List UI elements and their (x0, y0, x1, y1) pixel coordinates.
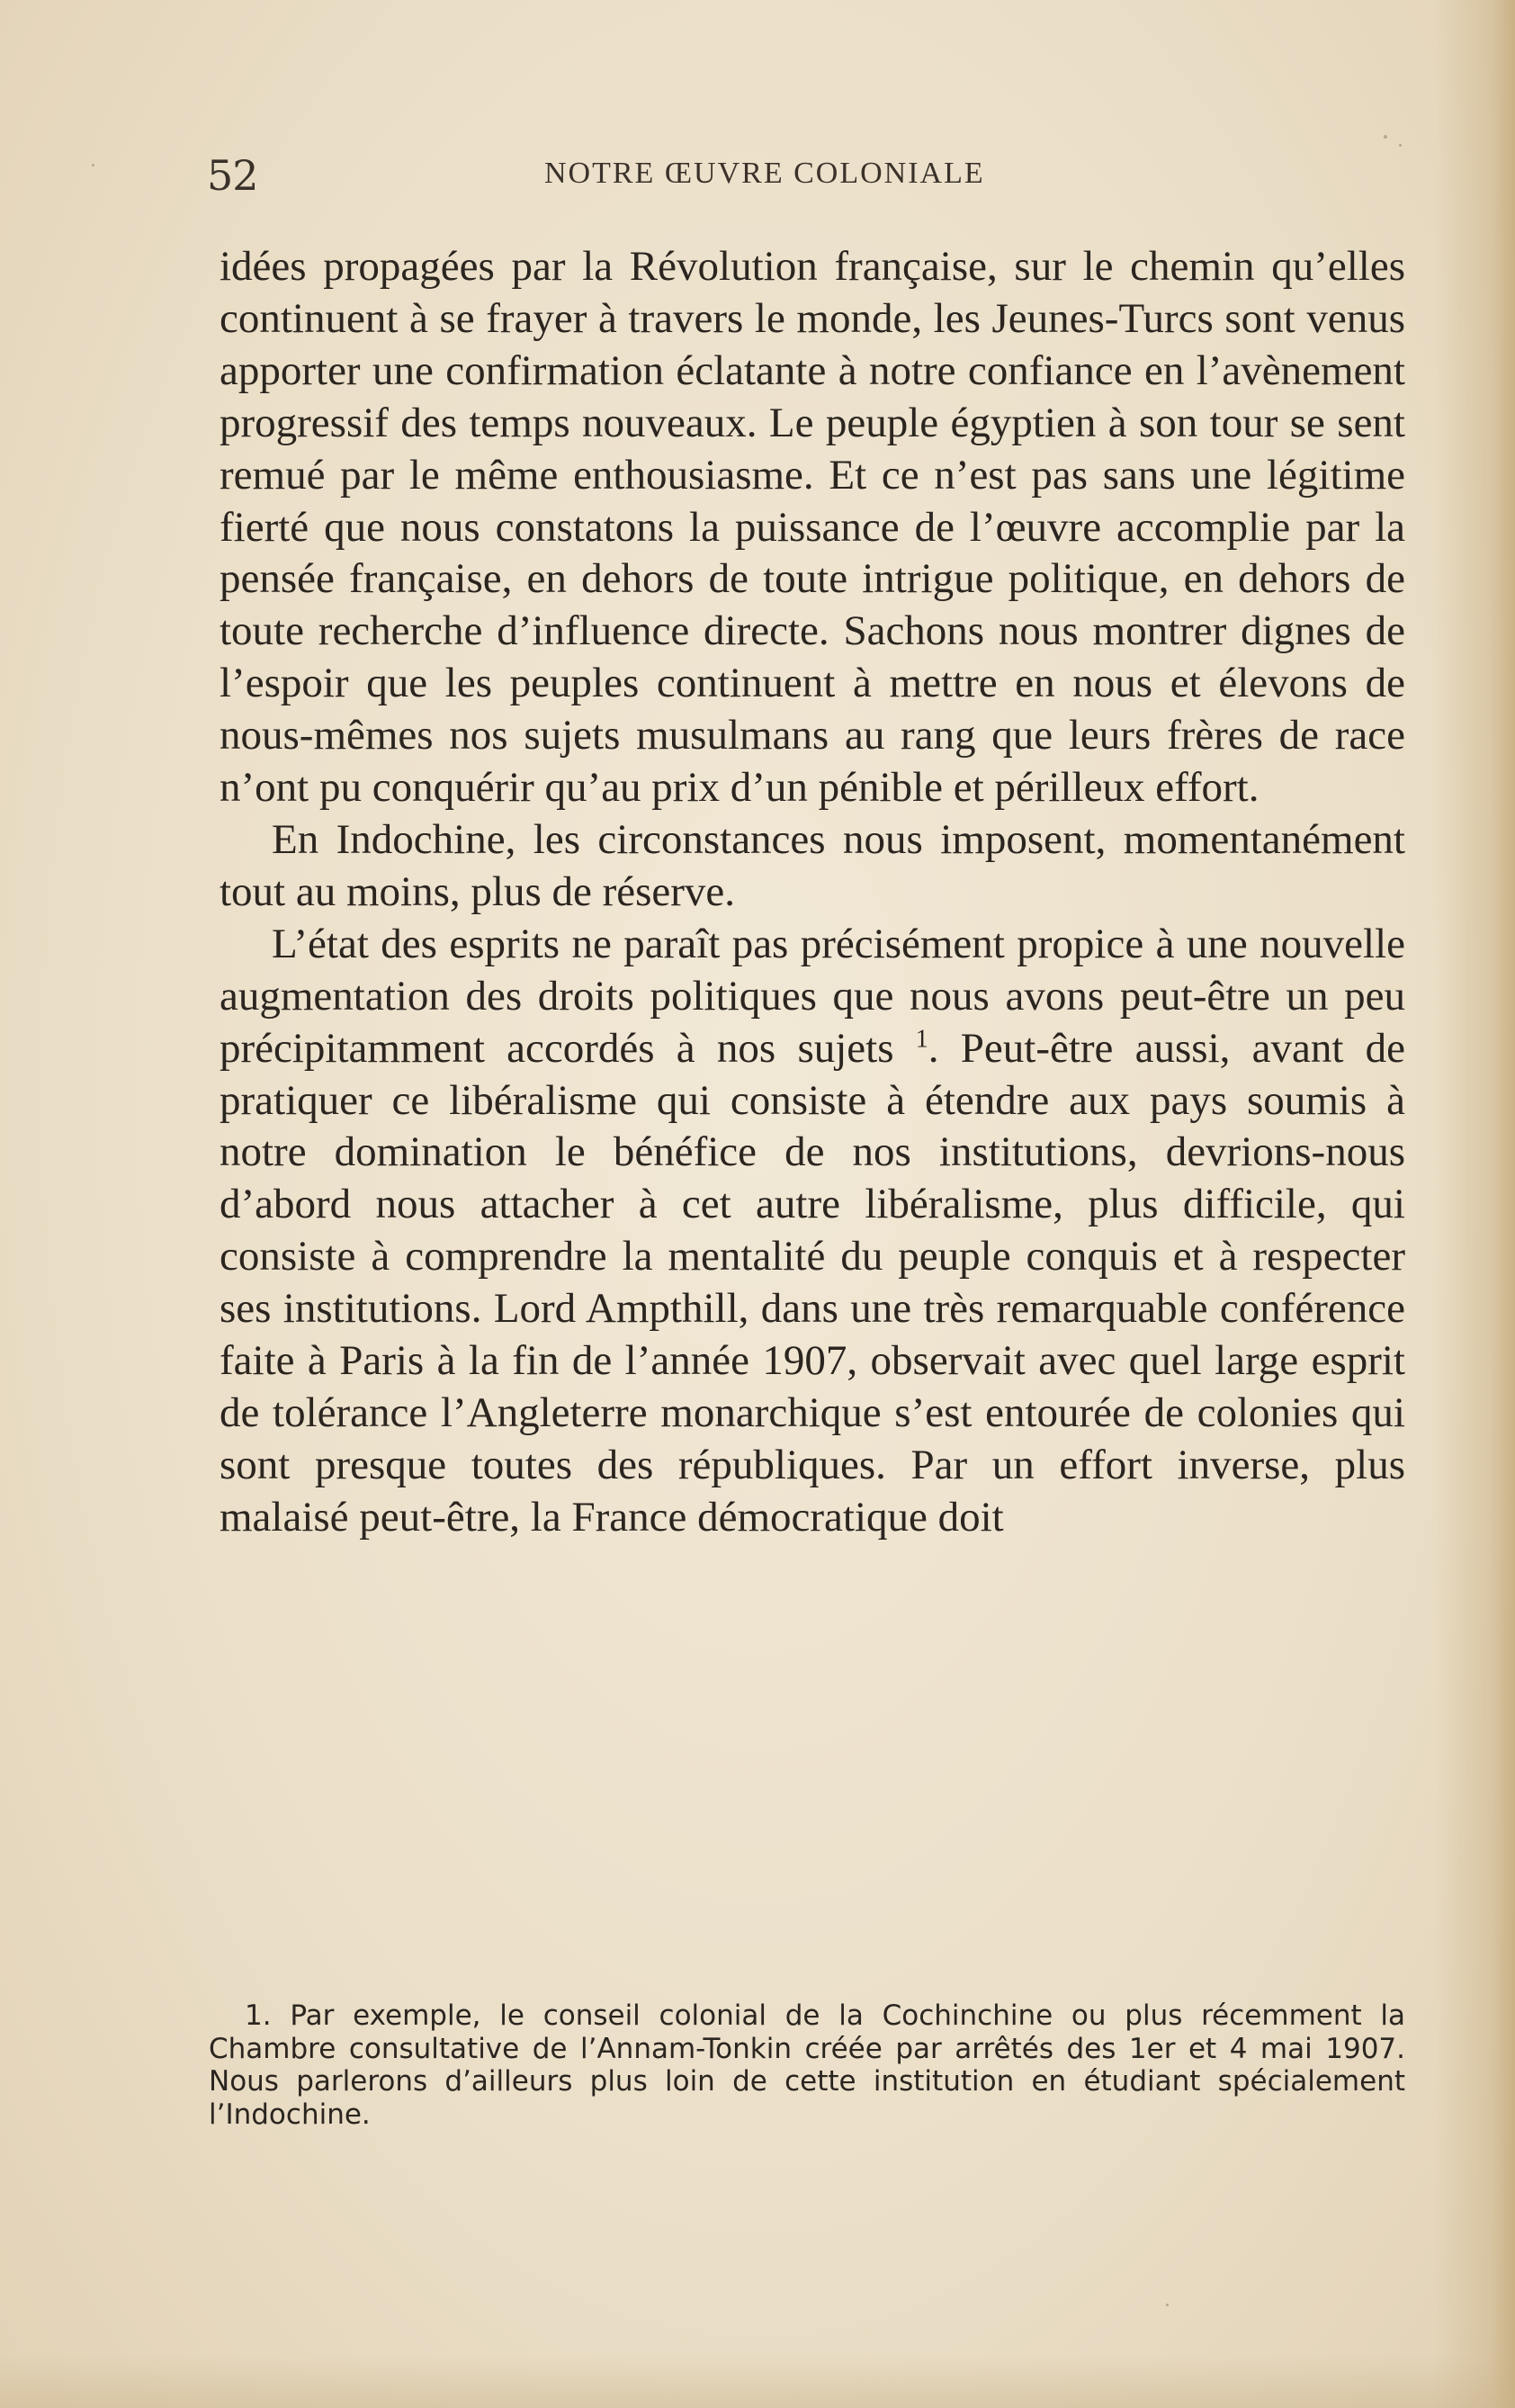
paragraph: idées propagées par la Révolution française, sur le chemin qu’elles continuent à se frayer à travers le monde, les Jeunes-Turcs sont venus apporter une confirmation éclatante à notre confiance en l’avènement progressif des temps nouveaux. Le peuple égyptien à son tour se sent remué par le même enthousiasme. Et ce n’est pas sans une légitime fierté que nous constatons la puissance de l’œuvre accomplie par la pensée française, en dehors de toute intrigue politique, en dehors de toute recherche d’influence directe. Sachons nous montrer dignes de l’espoir que les peuples continuent à mettre en nous et élevons de nous-mêmes nos sujets musulmans au rang que leurs frères de race n’ont pu conquérir qu’au prix d’un pénible et périlleux effort. (220, 243, 1405, 812)
paragraph (220, 919, 1405, 1544)
paper-speck (1399, 144, 1402, 147)
running-title: NOTRE ŒUVRE COLONIALE (544, 157, 985, 190)
paragraph: En Indochine, les circonstances nous imposent, momentanément tout au moins, plus de réserve. (220, 815, 1405, 915)
paper-speck (92, 164, 94, 166)
footnote (209, 1999, 1405, 2131)
paper-speck (1384, 135, 1387, 139)
paper-speck (1166, 2304, 1169, 2306)
page-bottom-shadow (0, 2354, 1515, 2408)
page-number: 52 (207, 151, 258, 200)
footnote-text: 1. Par exemple, le conseil colonial de la Cochinchine ou plus récemment la Chambre consultative de l’Annam-Tonkin créée par arrêtés des 1er et 4 mai 1907. Nous parlerons d’ailleurs plus loin de cette institution en étudiant spécialement l’Indochine. (209, 1999, 1405, 2131)
footnote-reference: 1 (915, 1024, 928, 1053)
running-head (207, 151, 1403, 205)
paragraph-text: . Peut-être aussi, avant de pratiquer ce libéralisme qui consiste à étendre aux pays soumis à notre domination le bénéfice de nos institutions, devrions-nous d’abord nous attacher à cet autre libéralisme, plus difficile, qui consiste à comprendre la mentalité du peuple conquis et à respecter ses institutions. Lord Ampthill, dans une très remarquable conférence faite à Paris à la fin de l’année 1907, observait avec quel large esprit de tolérance l’Angleterre monarchique s’est entourée de colonies qui sont presque toutes des républiques. Par un effort inverse, plus malaisé peut-être, la France démocratique doit (220, 1024, 1406, 1541)
main-text (220, 241, 1405, 1544)
paragraph-text: L’état des esprits ne paraît pas précisément propice à une nouvelle augmentation des droits politiques que nous avons peut-être un peu précipitamment accordés à nos sujets (220, 920, 1405, 1072)
page-edge-shadow (1434, 0, 1515, 2408)
